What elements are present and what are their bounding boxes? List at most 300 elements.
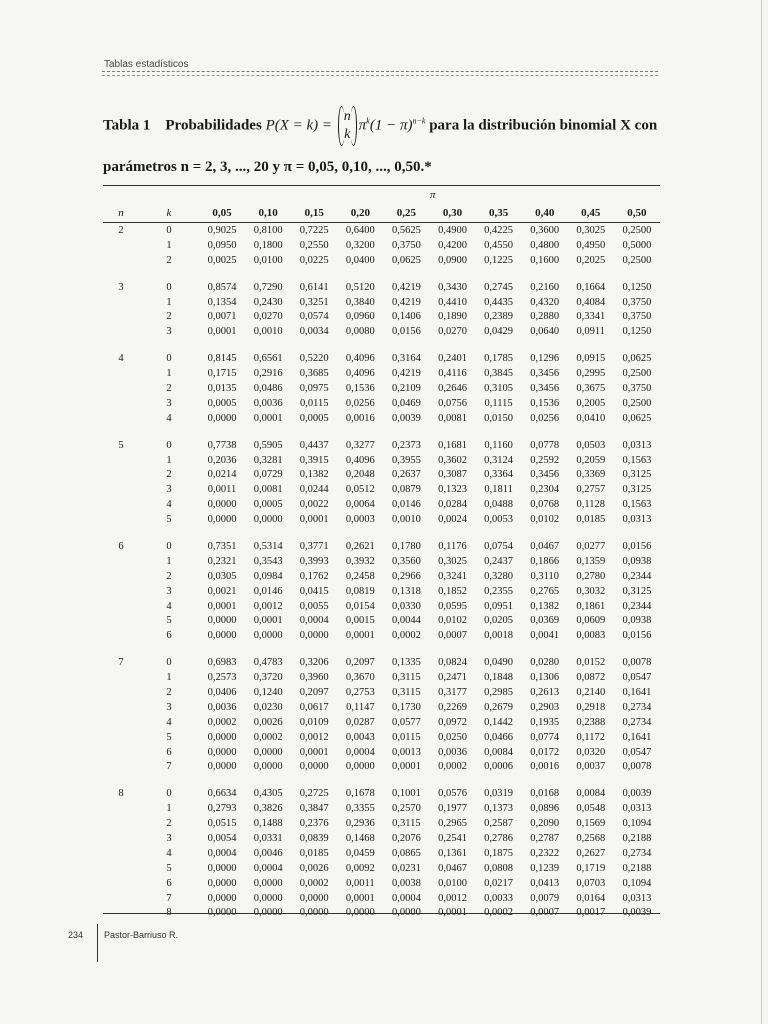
cell-probability: 0,4225 [484, 224, 514, 236]
cell-probability: 0,0146 [391, 499, 421, 511]
table-row [103, 700, 660, 715]
cell-k: 0 [166, 540, 172, 552]
cell-probability: 0,0000 [253, 892, 283, 904]
cell-probability: 0,0013 [391, 746, 421, 758]
cell-probability: 0,0036 [438, 746, 467, 758]
cell-probability: 0,4783 [253, 657, 283, 669]
cell-probability: 0,0084 [576, 788, 606, 800]
cell-probability: 0,0287 [345, 716, 375, 728]
cell-probability: 0,0010 [391, 514, 421, 526]
cell-probability: 0,0010 [253, 326, 283, 338]
cell-probability: 0,0824 [438, 657, 467, 669]
cell-probability: 0,2344 [622, 600, 652, 612]
cell-k: 1 [166, 803, 172, 815]
cell-probability: 0,0001 [253, 615, 283, 627]
cell-probability: 0,0000 [391, 907, 421, 919]
cell-probability: 0,1001 [391, 788, 421, 800]
cell-probability: 0,0984 [253, 570, 283, 582]
cell-probability: 0,0002 [438, 761, 467, 773]
cell-k: 5 [166, 615, 172, 627]
cell-probability: 0,1664 [576, 281, 606, 293]
cell-probability: 0,0017 [576, 907, 606, 919]
cell-probability: 0,0000 [253, 746, 283, 758]
header-pi-value: 0,50 [627, 207, 647, 219]
cell-probability: 0,0100 [438, 877, 467, 889]
cell-probability: 0,0000 [345, 761, 375, 773]
cell-n [103, 396, 139, 411]
table-row [103, 223, 660, 238]
cell-k: 0 [166, 439, 172, 451]
cell-k: 0 [166, 353, 172, 365]
cell-probability: 0,3560 [391, 555, 421, 567]
cell-probability: 0,2725 [299, 788, 329, 800]
cell-probability: 0,0331 [253, 833, 283, 844]
cell-probability: 0,0004 [345, 746, 375, 758]
cell-probability: 0,0467 [438, 862, 467, 874]
cell-probability: 0,4096 [345, 454, 375, 466]
cell-probability: 0,4435 [484, 296, 514, 308]
cell-probability: 0,2570 [391, 803, 421, 815]
header-pi-value: 0,30 [442, 207, 463, 219]
cell-probability: 0,0109 [299, 716, 329, 728]
header-pi-value: 0,05 [212, 207, 232, 219]
cell-probability: 0,2568 [576, 833, 606, 844]
cell-probability: 0,0819 [345, 585, 375, 597]
table-row [103, 268, 660, 295]
cell-probability: 0,1147 [346, 701, 375, 713]
cell-probability: 0,1296 [530, 353, 560, 365]
exponent-k: k [366, 116, 370, 126]
cell-k: 2 [166, 382, 172, 394]
cell-probability: 0,0469 [391, 397, 421, 409]
table-row [103, 482, 660, 497]
cell-n [103, 253, 139, 268]
cell-probability: 0,0466 [484, 731, 514, 743]
cell-probability: 0,5905 [253, 439, 283, 451]
table-label: Tabla 1 [103, 117, 151, 134]
cell-probability: 0,5625 [391, 224, 421, 236]
cell-probability: 0,0577 [391, 716, 421, 728]
cell-probability: 0,1094 [622, 818, 652, 830]
cell-probability: 0,0486 [253, 382, 283, 394]
formula-lhs: P(X = k) = [265, 117, 333, 134]
cell-probability: 0,0231 [391, 862, 421, 874]
cell-n [103, 467, 139, 482]
cell-probability: 0,7738 [207, 439, 237, 451]
cell-probability: 0,1641 [622, 686, 652, 698]
cell-probability: 0,2097 [345, 657, 375, 669]
cell-probability: 0,3105 [484, 382, 514, 394]
cell-k: 5 [166, 862, 172, 874]
cell-probability: 0,1160 [484, 439, 513, 451]
cell-probability: 0,0778 [530, 439, 560, 451]
cell-probability: 0,1318 [391, 585, 421, 597]
cell-probability: 0,4116 [438, 368, 467, 380]
cell-probability: 0,3164 [391, 353, 421, 365]
cell-probability: 0,1250 [622, 326, 652, 338]
cell-probability: 0,0012 [253, 600, 283, 612]
cell-probability: 0,2627 [576, 847, 606, 859]
cell-probability: 0,0079 [530, 892, 560, 904]
cell-probability: 0,3675 [576, 382, 606, 394]
cell-probability: 0,5000 [622, 239, 652, 251]
cell-probability: 0,0000 [299, 630, 329, 642]
cell-probability: 0,4800 [530, 239, 560, 251]
cell-probability: 0,2880 [530, 311, 560, 323]
cell-probability: 0,0319 [484, 788, 514, 800]
cell-probability: 0,1890 [438, 311, 467, 323]
cell-n [103, 497, 139, 512]
cell-probability: 0,0015 [345, 615, 375, 627]
cell-probability: 0,3355 [345, 803, 375, 815]
cell-probability: 0,3840 [345, 296, 375, 308]
table-row [103, 846, 660, 861]
cell-k: 6 [166, 746, 172, 758]
cell-probability: 0,2745 [484, 281, 514, 293]
cell-probability: 0,4900 [438, 224, 467, 236]
cell-k: 4 [166, 847, 172, 859]
cell-probability: 0,0313 [622, 803, 652, 815]
table-row [103, 366, 660, 381]
cell-probability: 0,1866 [530, 555, 560, 567]
cell-probability: 0,0000 [299, 761, 329, 773]
cell-probability: 0,0277 [576, 540, 606, 552]
cell-probability: 0,3750 [622, 311, 652, 323]
cell-probability: 0,0217 [484, 877, 514, 889]
cell-probability: 0,0548 [576, 803, 606, 815]
cell-probability: 0,3025 [576, 224, 606, 236]
cell-probability: 0,2918 [576, 701, 606, 713]
cell-k: 7 [166, 892, 172, 904]
cell-probability: 0,0156 [622, 540, 652, 552]
cell-probability: 0,3955 [391, 454, 421, 466]
cell-probability: 0,0004 [299, 615, 329, 627]
cell-probability: 0,4219 [391, 368, 421, 380]
cell-probability: 0,3125 [622, 469, 652, 481]
cell-probability: 0,0001 [438, 907, 467, 919]
cell-probability: 0,1848 [484, 672, 514, 684]
cell-probability: 0,0972 [438, 716, 467, 728]
cell-n: 7 [118, 657, 124, 669]
table-row [103, 715, 660, 730]
cell-probability: 0,0039 [622, 907, 652, 919]
table-row [103, 774, 660, 801]
cell-probability: 0,0313 [622, 514, 652, 526]
cell-probability: 0,0026 [253, 716, 283, 728]
running-header: Tablas estadísticos [104, 59, 189, 70]
cell-probability: 0,3915 [299, 454, 329, 466]
cell-n [103, 715, 139, 730]
cell-probability: 0,0005 [207, 397, 237, 409]
cell-probability: 0,3177 [438, 686, 467, 698]
cell-probability: 0,0172 [530, 746, 560, 758]
cell-probability: 0,0000 [253, 907, 283, 919]
cell-probability: 0,5220 [299, 353, 329, 365]
cell-probability: 0,0320 [576, 746, 606, 758]
cell-n [103, 700, 139, 715]
table-row [103, 554, 660, 569]
cell-probability: 0,1442 [484, 716, 514, 728]
cell-probability: 0,1563 [622, 454, 652, 466]
cell-probability: 0,0071 [207, 311, 237, 323]
cell-probability: 0,4219 [391, 296, 421, 308]
caption-line-2: parámetros n = 2, 3, ..., 20 y π = 0,05, 0,10, ..., 0,50.* [103, 159, 432, 175]
cell-k: 1 [166, 368, 172, 380]
cell-probability: 0,0415 [299, 585, 329, 597]
table-row [103, 527, 660, 554]
cell-probability: 0,2966 [391, 570, 421, 582]
cell-probability: 0,1172 [576, 731, 606, 743]
cell-probability: 0,1641 [622, 731, 652, 743]
cell-k: 3 [166, 484, 172, 496]
cell-n [103, 309, 139, 324]
cell-n [103, 569, 139, 584]
cell-probability: 0,1115 [484, 397, 513, 409]
cell-probability: 0,1239 [530, 862, 560, 874]
cell-probability: 0,3110 [530, 570, 559, 582]
cell-probability: 0,2036 [207, 454, 237, 466]
cell-probability: 0,0000 [207, 877, 237, 889]
cell-probability: 0,3369 [576, 469, 606, 481]
header-pi-value: 0,45 [581, 207, 601, 219]
cell-probability: 0,3115 [392, 818, 421, 830]
cell-probability: 0,0280 [530, 657, 560, 669]
cell-probability: 0,0024 [438, 514, 467, 526]
cell-probability: 0,0146 [253, 585, 283, 597]
cell-probability: 0,8574 [207, 281, 237, 293]
cell-probability: 0,0284 [438, 499, 467, 511]
binomial-probability-table [103, 203, 660, 920]
cell-probability: 0,2903 [530, 701, 560, 713]
cell-probability: 0,2188 [622, 833, 652, 844]
cell-probability: 0,1785 [484, 353, 514, 365]
cell-probability: 0,4320 [530, 296, 560, 308]
cell-probability: 0,0001 [391, 761, 421, 773]
cell-probability: 0,0080 [345, 326, 375, 338]
cell-n [103, 295, 139, 310]
cell-probability: 0,1852 [438, 585, 467, 597]
cell-probability: 0,1176 [438, 540, 467, 552]
cell-probability: 0,0016 [345, 412, 375, 424]
cell-probability: 0,0038 [391, 877, 421, 889]
cell-probability: 0,1715 [207, 368, 237, 380]
cell-probability: 0,0002 [253, 731, 283, 743]
cell-probability: 0,0756 [438, 397, 467, 409]
cell-n [103, 411, 139, 426]
cell-probability: 0,3251 [299, 296, 329, 308]
cell-n [103, 801, 139, 816]
cell-probability: 0,0041 [530, 630, 560, 642]
cell-probability: 0,0270 [253, 311, 283, 323]
table-top-rule [103, 185, 660, 186]
cell-probability: 0,0512 [345, 484, 375, 496]
cell-probability: 0,3750 [391, 239, 421, 251]
cell-probability: 0,0039 [622, 788, 652, 800]
cell-n [103, 613, 139, 628]
table-row [103, 467, 660, 482]
cell-k: 1 [166, 296, 172, 308]
cell-probability: 0,0081 [438, 412, 467, 424]
formula-mid: (1 − π) [369, 117, 413, 134]
cell-probability: 0,0225 [299, 254, 329, 266]
table-row [103, 670, 660, 685]
cell-probability: 0,6561 [253, 353, 283, 365]
cell-probability: 0,4096 [345, 368, 375, 380]
cell-probability: 0,3750 [622, 382, 652, 394]
cell-probability: 0,0037 [576, 761, 606, 773]
cell-probability: 0,0004 [253, 862, 283, 874]
cell-probability: 0,0808 [484, 862, 514, 874]
cell-probability: 0,1977 [438, 803, 467, 815]
cell-probability: 0,0640 [530, 326, 560, 338]
cell-probability: 0,2592 [530, 454, 560, 466]
cell-probability: 0,0001 [345, 892, 375, 904]
cell-probability: 0,2637 [391, 469, 421, 481]
cell-probability: 0,0400 [345, 254, 375, 266]
cell-n [103, 482, 139, 497]
cell-probability: 0,6400 [345, 224, 375, 236]
cell-probability: 0,3087 [438, 469, 467, 481]
cell-probability: 0,2613 [530, 686, 560, 698]
cell-k: 1 [166, 555, 172, 567]
cell-probability: 0,1225 [484, 254, 514, 266]
page-number: 234 [68, 930, 84, 940]
cell-n [103, 685, 139, 700]
cell-probability: 0,0703 [576, 877, 606, 889]
cell-probability: 0,0000 [253, 761, 283, 773]
cell-probability: 0,3281 [253, 454, 283, 466]
table-row [103, 411, 660, 426]
cell-probability: 0,0244 [299, 484, 329, 496]
cell-probability: 0,0250 [438, 731, 467, 743]
cell-k: 0 [166, 657, 172, 669]
cell-probability: 0,7351 [207, 540, 237, 552]
cell-probability: 0,0369 [530, 615, 560, 627]
header-n: n [118, 207, 124, 219]
table-row [103, 426, 660, 453]
cell-probability: 0,3025 [438, 555, 467, 567]
cell-probability: 0,1536 [530, 397, 560, 409]
cell-probability: 0,2025 [576, 254, 606, 266]
cell-probability: 0,0879 [391, 484, 421, 496]
cell-probability: 0,0230 [253, 701, 283, 713]
cell-probability: 0,6634 [207, 788, 237, 800]
binomial-coefficient [338, 108, 357, 144]
cell-probability: 0,1335 [391, 657, 421, 669]
cell-probability: 0,3543 [253, 555, 283, 567]
cell-probability: 0,0330 [391, 600, 421, 612]
table-row [103, 643, 660, 670]
cell-n [103, 831, 139, 846]
cell-probability: 0,0022 [299, 499, 329, 511]
cell-probability: 0,1780 [391, 540, 421, 552]
cell-n [103, 554, 139, 569]
table-row [103, 238, 660, 253]
cell-probability: 0,0002 [299, 877, 329, 889]
cell-probability: 0,1762 [299, 570, 329, 582]
cell-n [103, 512, 139, 527]
table-row [103, 309, 660, 324]
cell-probability: 0,2550 [299, 239, 329, 251]
cell-probability: 0,9025 [207, 224, 237, 236]
cell-probability: 0,0004 [207, 847, 237, 859]
cell-probability: 0,0729 [253, 469, 283, 481]
cell-probability: 0,4550 [484, 239, 514, 251]
cell-probability: 0,0000 [253, 630, 283, 642]
cell-probability: 0,2753 [345, 686, 375, 698]
cell-probability: 0,0900 [438, 254, 467, 266]
cell-probability: 0,0003 [345, 514, 375, 526]
cell-probability: 0,2160 [530, 281, 560, 293]
cell-probability: 0,2090 [530, 818, 560, 830]
cell-k: 2 [166, 686, 172, 698]
table-row [103, 497, 660, 512]
cell-n [103, 745, 139, 760]
cell-probability: 0,1382 [299, 469, 329, 481]
formula-pi: π [358, 117, 367, 134]
table-row [103, 891, 660, 906]
cell-k: 0 [166, 788, 172, 800]
cell-probability: 0,1861 [576, 600, 606, 612]
cell-n [103, 366, 139, 381]
cell-probability: 0,0214 [207, 469, 237, 481]
cell-probability: 0,2437 [484, 555, 514, 567]
cell-n: 6 [118, 540, 124, 552]
cell-probability: 0,4200 [438, 239, 467, 251]
table-row [103, 685, 660, 700]
cell-probability: 0,2573 [207, 672, 237, 684]
cell-probability: 0,2376 [299, 818, 329, 830]
table-row [103, 831, 660, 846]
cell-probability: 0,1128 [576, 499, 606, 511]
cell-k: 2 [166, 469, 172, 481]
cell-probability: 0,0000 [207, 499, 237, 511]
cell-k: 6 [166, 877, 172, 889]
cell-probability: 0,0115 [392, 731, 421, 743]
cell-probability: 0,0406 [207, 686, 237, 698]
cell-n [103, 453, 139, 468]
cell-probability: 0,0000 [207, 630, 237, 642]
cell-probability: 0,2321 [207, 555, 237, 567]
cell-probability: 0,2500 [622, 368, 652, 380]
cell-probability: 0,0102 [438, 615, 467, 627]
cell-probability: 0,2541 [438, 833, 467, 844]
header-pi-value: 0,15 [304, 207, 324, 219]
cell-probability: 0,0951 [484, 600, 514, 612]
binomial-formula [266, 108, 426, 144]
cell-probability: 0,5120 [345, 281, 375, 293]
cell-probability: 0,3456 [530, 469, 560, 481]
cell-n: 8 [118, 788, 124, 800]
cell-probability: 0,0429 [484, 326, 514, 338]
cell-probability: 0,4084 [576, 296, 606, 308]
cell-probability: 0,0016 [530, 761, 560, 773]
cell-probability: 0,2734 [622, 716, 652, 728]
cell-probability: 0,0609 [576, 615, 606, 627]
cell-k: 6 [166, 630, 172, 642]
cell-probability: 0,0012 [299, 731, 329, 743]
cell-probability: 0,0039 [391, 412, 421, 424]
cell-probability: 0,0896 [530, 803, 560, 815]
cell-probability: 0,0036 [207, 701, 237, 713]
cell-probability: 0,0313 [622, 439, 652, 451]
cell-k: 1 [166, 454, 172, 466]
cell-probability: 0,2005 [576, 397, 606, 409]
cell-probability: 0,0102 [530, 514, 560, 526]
cell-k: 2 [166, 254, 172, 266]
header-pi-value: 0,25 [396, 207, 417, 219]
cell-probability: 0,2916 [253, 368, 283, 380]
